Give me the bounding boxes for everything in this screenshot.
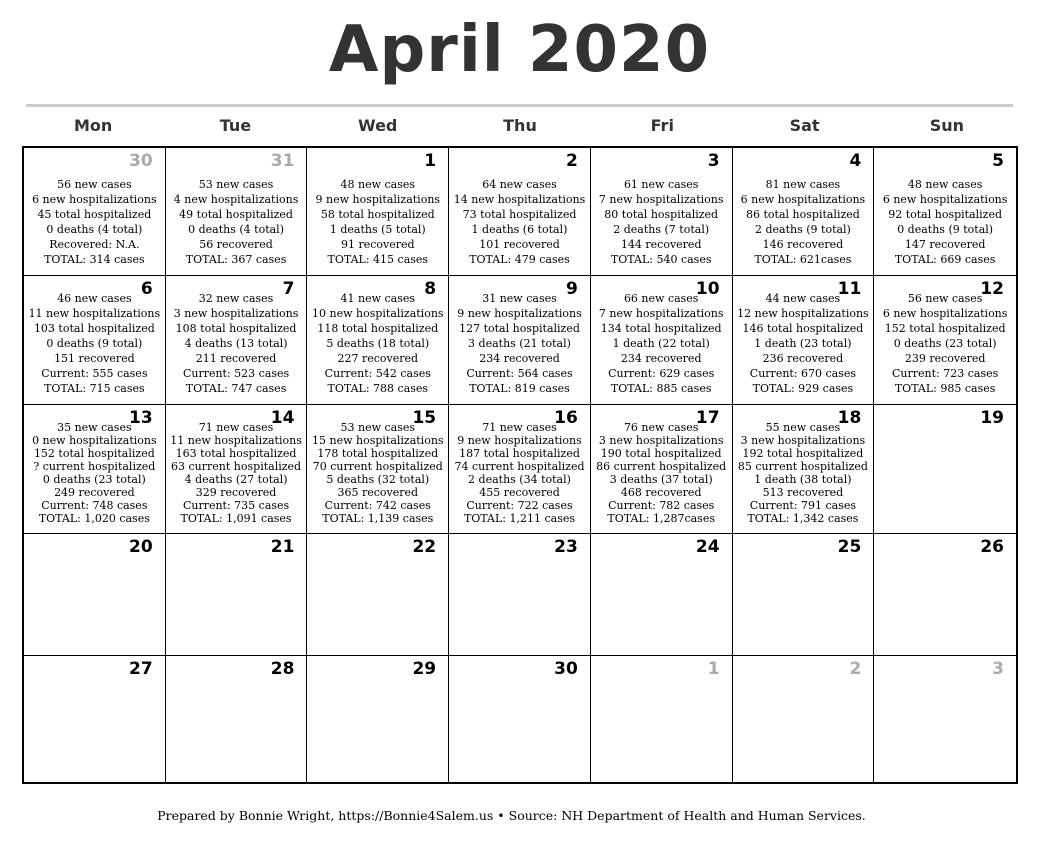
stat-line: 35 new cases <box>57 421 132 434</box>
stat-line: TOTAL: 929 cases <box>752 382 854 395</box>
stat-line: 4 deaths (13 total) <box>184 337 288 350</box>
day-number: 27 <box>129 659 153 679</box>
day-number: 17 <box>695 408 720 428</box>
weekday-mon: Mon <box>73 116 113 135</box>
stat-line: 73 total hospitalized <box>462 208 577 221</box>
stat-line: TOTAL: 540 cases <box>610 253 712 266</box>
daily-stats <box>733 291 874 396</box>
day-cell <box>307 656 449 782</box>
day-number: 4 <box>849 151 862 171</box>
stat-line: 91 recovered <box>340 238 415 251</box>
stat-line: 1 deaths (5 total) <box>329 223 426 236</box>
day-number: 10 <box>695 279 720 299</box>
day-cell <box>307 148 449 276</box>
calendar-grid <box>22 146 1018 784</box>
weekday-tue: Tue <box>219 116 252 135</box>
day-cell <box>733 148 875 276</box>
day-cell <box>166 534 308 656</box>
stat-line: 66 new cases <box>623 292 699 305</box>
stat-line: 86 total hospitalized <box>746 208 860 221</box>
day-number: 24 <box>695 537 720 557</box>
daily-stats <box>591 421 732 525</box>
stat-line: 53 new cases <box>198 178 274 191</box>
day-number: 19 <box>980 408 1004 428</box>
stat-line: 468 recovered <box>620 486 702 499</box>
stat-line: TOTAL: 479 cases <box>469 253 570 266</box>
day-number: 23 <box>554 537 578 557</box>
stat-line: 152 total hospitalized <box>884 322 1006 335</box>
day-cell <box>449 656 591 782</box>
stat-line: 31 new cases <box>482 292 557 305</box>
stat-line: 146 recovered <box>762 238 844 251</box>
stat-line: 0 deaths (4 total) <box>188 223 284 236</box>
stat-line: 4 new hospitalizations <box>173 193 299 206</box>
stat-line: 329 recovered <box>195 486 277 499</box>
stat-line: 192 total hospitalized <box>742 447 864 460</box>
stat-line: Current: 722 cases <box>466 499 573 512</box>
weekday-thu: Thu <box>503 116 537 135</box>
stat-line: TOTAL: 1,139 cases <box>322 512 434 525</box>
stat-line: 2 deaths (34 total) <box>468 473 571 486</box>
day-cell <box>874 148 1016 276</box>
stat-line: TOTAL: 669 cases <box>894 253 996 266</box>
stat-line: Current: 629 cases <box>608 367 715 380</box>
stat-line: 48 new cases <box>907 178 983 191</box>
stat-line: 0 deaths (4 total) <box>46 223 143 236</box>
stat-line: 227 recovered <box>337 352 419 365</box>
day-number: 9 <box>566 279 578 299</box>
stat-line: Current: 735 cases <box>182 499 290 512</box>
stat-line: 6 new hospitalizations <box>32 193 157 206</box>
day-number: 3 <box>707 151 720 171</box>
daily-stats <box>733 177 874 267</box>
day-cell <box>166 405 308 534</box>
daily-stats <box>307 177 448 267</box>
day-number: 6 <box>140 279 153 299</box>
day-number: 21 <box>270 537 295 557</box>
stat-line: 236 recovered <box>762 352 844 365</box>
stat-line: 10 new hospitalizations <box>311 307 444 320</box>
stat-line: 0 deaths (9 total) <box>46 337 143 350</box>
daily-stats <box>307 291 448 396</box>
daily-stats <box>24 421 165 525</box>
stat-line: 3 new hospitalizations <box>740 434 866 447</box>
stat-line: 103 total hospitalized <box>33 322 155 335</box>
weekday-header-row <box>22 116 1018 138</box>
day-cell <box>24 276 166 405</box>
stat-line: 2 deaths (7 total) <box>613 223 710 236</box>
stat-line: 5 deaths (18 total) <box>326 337 430 350</box>
stat-line: 134 total hospitalized <box>600 322 722 335</box>
stat-line: 1 death (22 total) <box>612 337 710 350</box>
daily-stats <box>166 291 307 396</box>
day-cell <box>449 276 591 405</box>
day-cell <box>733 405 875 534</box>
stat-line: 3 deaths (37 total) <box>609 473 713 486</box>
day-number: 30 <box>129 151 153 171</box>
stat-line: 365 recovered <box>337 486 419 499</box>
stat-line: 81 new cases <box>765 178 841 191</box>
stat-line: Current: 742 cases <box>324 499 431 512</box>
stat-line: 63 current hospitalized <box>171 460 302 473</box>
day-number: 7 <box>282 279 295 299</box>
stat-line: TOTAL: 747 cases <box>185 382 287 395</box>
day-number: 11 <box>837 279 862 299</box>
stat-line: 41 new cases <box>340 292 416 305</box>
stat-line: 80 total hospitalized <box>604 208 719 221</box>
day-cell <box>733 276 875 405</box>
daily-stats <box>449 291 590 396</box>
stat-line: 14 new hospitalizations <box>453 193 586 206</box>
stat-line: Current: 670 cases <box>749 367 857 380</box>
day-cell <box>166 656 308 782</box>
stat-line: 108 total hospitalized <box>175 322 297 335</box>
stat-line: 85 current hospitalized <box>737 460 868 473</box>
title-divider <box>26 104 1013 107</box>
day-number: 2 <box>566 151 578 171</box>
stat-line: Current: 723 cases <box>892 367 999 380</box>
stat-line: 15 new hospitalizations <box>311 434 444 447</box>
stat-line: TOTAL: 885 cases <box>610 382 712 395</box>
day-cell <box>307 405 449 534</box>
stat-line: 9 new hospitalizations <box>457 307 582 320</box>
day-cell <box>874 276 1016 405</box>
source-footer: Prepared by Bonnie Wright, https://Bonnie4Salem.us • Source: NH Department of Health and Human Services. <box>157 808 866 823</box>
stat-line: TOTAL: 985 cases <box>894 382 996 395</box>
stat-line: Current: 542 cases <box>324 367 431 380</box>
daily-stats <box>307 421 448 525</box>
daily-stats <box>166 421 307 525</box>
stat-line: 163 total hospitalized <box>175 447 297 460</box>
stat-line: 92 total hospitalized <box>888 208 1003 221</box>
day-number: 29 <box>412 659 437 679</box>
day-cell <box>449 148 591 276</box>
stat-line: 234 recovered <box>479 352 560 365</box>
stat-line: 3 new hospitalizations <box>598 434 724 447</box>
stat-line: 6 new hospitalizations <box>882 307 1008 320</box>
stat-line: 0 deaths (9 total) <box>897 223 994 236</box>
stat-line: 58 total hospitalized <box>320 208 435 221</box>
stat-line: Recovered: N.A. <box>49 238 140 251</box>
day-cell <box>591 276 733 405</box>
stat-line: 101 recovered <box>479 238 560 251</box>
stat-line: 151 recovered <box>54 352 135 365</box>
stat-line: 56 recovered <box>199 238 273 251</box>
day-number: 15 <box>412 408 437 428</box>
stat-line: 147 recovered <box>904 238 986 251</box>
stat-line: 1 deaths (6 total) <box>471 223 568 236</box>
daily-stats <box>874 291 1016 396</box>
stat-line: 1 death (38 total) <box>754 473 852 486</box>
daily-stats <box>591 177 732 267</box>
day-cell <box>591 656 733 782</box>
stat-line: ? current hospitalized <box>33 460 156 473</box>
day-cell <box>591 148 733 276</box>
day-number: 14 <box>270 408 295 428</box>
stat-line: 49 total hospitalized <box>179 208 293 221</box>
stat-line: TOTAL: 1,287cases <box>607 512 715 525</box>
stat-line: 70 current hospitalized <box>312 460 443 473</box>
stat-line: 0 deaths (23 total) <box>893 337 997 350</box>
day-number: 30 <box>554 659 578 679</box>
stat-line: 455 recovered <box>479 486 560 499</box>
stat-line: 44 new cases <box>765 292 841 305</box>
day-cell <box>24 656 166 782</box>
stat-line: 7 new hospitalizations <box>598 193 724 206</box>
day-number: 5 <box>992 151 1004 171</box>
stat-line: 86 current hospitalized <box>596 460 727 473</box>
stat-line: Current: 523 cases <box>182 367 290 380</box>
stat-line: 1 death (23 total) <box>754 337 852 350</box>
stat-line: TOTAL: 819 cases <box>469 382 570 395</box>
daily-stats <box>24 177 165 267</box>
stat-line: 513 recovered <box>762 486 844 499</box>
stat-line: 76 new cases <box>623 421 699 434</box>
day-cell <box>24 534 166 656</box>
day-cell <box>24 405 166 534</box>
stat-line: 249 recovered <box>54 486 135 499</box>
stat-line: TOTAL: 788 cases <box>327 382 429 395</box>
stat-line: TOTAL: 621cases <box>754 253 852 266</box>
stat-line: 11 new hospitalizations <box>28 307 161 320</box>
daily-stats <box>874 177 1016 267</box>
day-number: 28 <box>270 659 295 679</box>
day-number: 20 <box>129 537 153 557</box>
day-cell <box>449 405 591 534</box>
stat-line: 144 recovered <box>620 238 702 251</box>
day-cell <box>591 405 733 534</box>
day-number: 31 <box>270 151 295 171</box>
stat-line: 3 new hospitalizations <box>173 307 299 320</box>
day-cell <box>449 534 591 656</box>
daily-stats <box>24 291 165 396</box>
stat-line: TOTAL: 367 cases <box>185 253 287 266</box>
stat-line: Current: 555 cases <box>41 367 148 380</box>
weekday-sun: Sun <box>929 116 964 135</box>
daily-stats <box>449 177 590 267</box>
stat-line: TOTAL: 1,020 cases <box>38 512 150 525</box>
stat-line: TOTAL: 1,342 cases <box>747 512 859 525</box>
stat-line: 234 recovered <box>620 352 702 365</box>
day-number: 2 <box>849 659 862 679</box>
stat-line: 118 total hospitalized <box>317 322 439 335</box>
day-number: 13 <box>129 408 153 428</box>
daily-stats <box>591 291 732 396</box>
day-cell <box>307 534 449 656</box>
stat-line: 9 new hospitalizations <box>315 193 441 206</box>
stat-line: 3 deaths (21 total) <box>468 337 571 350</box>
stat-line: 56 new cases <box>907 292 983 305</box>
day-cell <box>733 534 875 656</box>
stat-line: Current: 748 cases <box>41 499 148 512</box>
stat-line: 0 new hospitalizations <box>32 434 157 447</box>
day-number: 3 <box>992 659 1004 679</box>
stat-line: Current: 564 cases <box>466 367 573 380</box>
stat-line: 6 new hospitalizations <box>882 193 1008 206</box>
stat-line: TOTAL: 1,211 cases <box>463 512 576 525</box>
stat-line: TOTAL: 415 cases <box>327 253 429 266</box>
day-cell <box>733 656 875 782</box>
day-cell <box>874 656 1016 782</box>
stat-line: 74 current hospitalized <box>454 460 585 473</box>
stat-line: 11 new hospitalizations <box>170 434 302 447</box>
stat-line: 56 new cases <box>57 178 132 191</box>
daily-stats <box>166 177 307 267</box>
day-number: 26 <box>980 537 1004 557</box>
stat-line: 2 deaths (9 total) <box>754 223 851 236</box>
stat-line: 46 new cases <box>57 292 132 305</box>
stat-line: 211 recovered <box>195 352 277 365</box>
stat-line: 32 new cases <box>198 292 274 305</box>
daily-stats <box>733 421 874 525</box>
day-number: 1 <box>707 659 720 679</box>
stat-line: 71 new cases <box>198 421 274 434</box>
stat-line: Current: 791 cases <box>749 499 857 512</box>
stat-line: 55 new cases <box>765 421 841 434</box>
weekday-fri: Fri <box>650 116 674 135</box>
day-cell <box>166 148 308 276</box>
stat-line: 64 new cases <box>482 178 557 191</box>
day-cell <box>166 276 308 405</box>
stat-line: Current: 782 cases <box>608 499 715 512</box>
stat-line: 5 deaths (32 total) <box>326 473 430 486</box>
stat-line: 12 new hospitalizations <box>737 307 869 320</box>
weekday-sat: Sat <box>789 116 820 135</box>
stat-line: TOTAL: 314 cases <box>44 253 145 266</box>
stat-line: 0 deaths (23 total) <box>42 473 146 486</box>
day-number: 8 <box>424 279 437 299</box>
stat-line: 48 new cases <box>340 178 416 191</box>
stat-line: 187 total hospitalized <box>459 447 580 460</box>
stat-line: 53 new cases <box>340 421 416 434</box>
stat-line: 45 total hospitalized <box>37 208 152 221</box>
stat-line: 6 new hospitalizations <box>740 193 866 206</box>
weekday-wed: Wed <box>358 116 398 135</box>
stat-line: 127 total hospitalized <box>459 322 580 335</box>
day-number: 22 <box>412 537 437 557</box>
day-cell <box>874 405 1016 534</box>
day-cell <box>874 534 1016 656</box>
day-number: 18 <box>837 408 862 428</box>
stat-line: 146 total hospitalized <box>742 322 864 335</box>
stat-line: 4 deaths (27 total) <box>184 473 288 486</box>
calendar-title: April 2020 <box>328 13 711 87</box>
stat-line: TOTAL: 715 cases <box>44 382 145 395</box>
stat-line: 178 total hospitalized <box>317 447 439 460</box>
day-cell <box>24 148 166 276</box>
stat-line: 61 new cases <box>623 178 699 191</box>
stat-line: 190 total hospitalized <box>600 447 722 460</box>
stat-line: 9 new hospitalizations <box>457 434 582 447</box>
stat-line: 7 new hospitalizations <box>598 307 724 320</box>
day-cell <box>307 276 449 405</box>
stat-line: 152 total hospitalized <box>33 447 155 460</box>
stat-line: TOTAL: 1,091 cases <box>180 512 292 525</box>
stat-line: 71 new cases <box>482 421 557 434</box>
day-cell <box>591 534 733 656</box>
stat-line: 239 recovered <box>904 352 986 365</box>
day-number: 16 <box>554 408 578 428</box>
day-number: 1 <box>424 151 437 171</box>
day-number: 12 <box>980 279 1004 299</box>
daily-stats <box>449 421 590 525</box>
day-number: 25 <box>837 537 862 557</box>
